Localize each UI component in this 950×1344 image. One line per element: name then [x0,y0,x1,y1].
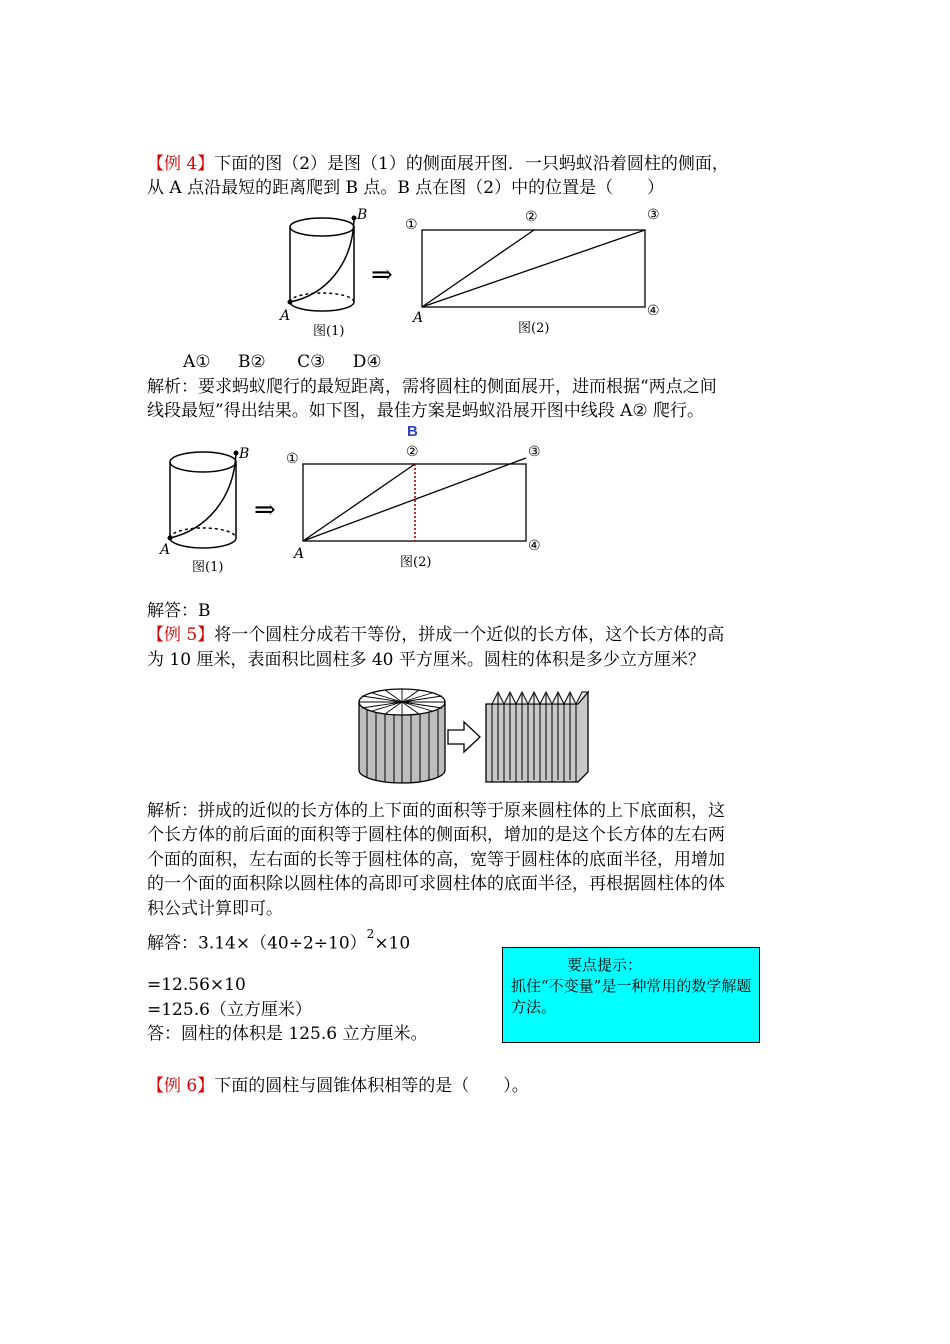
point-b-label: B [357,207,368,223]
example5-question-line1: 【例 5】将一个圆柱分成若干等份，拼成一个近似的长方体，这个长方体的高 [147,625,725,645]
point-a-label: A [160,542,171,558]
example5-analysis-line1: 解析：拼成的近似的长方体的上下面的面积等于原来圆柱体的上下底面积，这 [147,801,725,821]
example5-final-answer: 答：圆柱的体积是 125.6 立方厘米。 [147,1024,428,1044]
example5-tag: 【例 5】 [147,625,215,645]
option-c: C③ [297,352,326,372]
example5-answer-formula: 解答：$3.14\times(40\div 2\div 10)^2\times 10$ [147,927,411,954]
example5-analysis-line5: 积公式计算即可。 [147,899,283,919]
option-a: A① [183,352,211,372]
figure2-caption: 图(2) [518,321,550,336]
point-a-label: A [280,308,291,324]
example5-step1: =12.56×10 [147,975,246,995]
circle-2-label: ② [406,444,419,460]
rect-point-a-label: A [413,310,424,326]
key-point-tip-box [502,947,760,1043]
example5-analysis-line4: 的一个面的面积除以圆柱体的高即可求圆柱体的底面半径，再根据圆柱体的体 [147,874,725,894]
rect-point-a-label: A [294,546,305,562]
point-b-label: B [239,446,250,462]
figure-cylinder-to-cuboid [358,684,598,786]
circle-4-label: ④ [647,303,660,319]
tip-body: 抓住“不变量”是一种常用的数学解题方法。 [511,977,752,1016]
example5-step2: =125.6（立方厘米） [147,1000,312,1020]
example4-answer: 解答：B [147,601,211,621]
blue-b-label: B [407,423,418,440]
example4-question-line2: 从 A 点沿最短的距离爬到 B 点。B 点在图（2）中的位置是（ ） [147,178,665,198]
example4-analysis-line1: 解析：要求蚂蚁爬行的最短距离，需将圆柱的侧面展开，进而根据“两点之间 [147,377,717,397]
figure2-caption: 图(2) [400,555,432,570]
example5-analysis-line2: 个长方体的前后面的面积等于圆柱体的侧面积，增加的是这个长方体的左右两 [147,825,725,845]
example5-analysis-line3: 个面的面积，左右面的长等于圆柱体的高，宽等于圆柱体的底面半径，用增加 [147,850,725,870]
example4-tag: 【例 4】 [147,154,215,174]
circle-1-label: ① [405,217,418,233]
circle-2-label: ② [525,209,538,225]
example5-question-line2: 为 10 厘米，表面积比圆柱多 40 平方厘米。圆柱的体积是多少立方厘米？ [147,650,705,670]
figure-cylinder-unfold-solution [150,420,560,575]
tip-title: 要点提示： [567,956,643,974]
arrow-icon: ⇒ [371,260,393,290]
example6-tag: 【例 6】 [147,1076,215,1096]
arrow-icon: ⇒ [254,495,276,525]
example4-question-line1: 【例 4】下面的图（2）是图（1）的侧面展开图．一只蚂蚁沿着圆柱的侧面， [147,154,729,174]
exponent: 2 [366,927,375,941]
example6-question: 【例 6】下面的圆柱与圆锥体积相等的是（ ）。 [147,1076,529,1096]
arrow-right-icon [448,722,480,752]
figure1-caption: 图(1) [313,324,345,339]
circle-1-label: ① [286,451,299,467]
figure-cylinder-unfold [275,205,675,340]
example4-analysis-line2: 线段最短”得出结果。如下图，最佳方案是蚂蚁沿展开图中线段 A② 爬行。 [147,401,705,421]
figure1-caption: 图(1) [192,560,224,575]
example4-options [183,351,382,373]
option-b: B② [237,352,266,372]
circle-3-label: ③ [528,444,541,460]
circle-3-label: ③ [647,207,660,223]
circle-4-label: ④ [528,538,541,554]
option-d: D④ [352,352,382,372]
